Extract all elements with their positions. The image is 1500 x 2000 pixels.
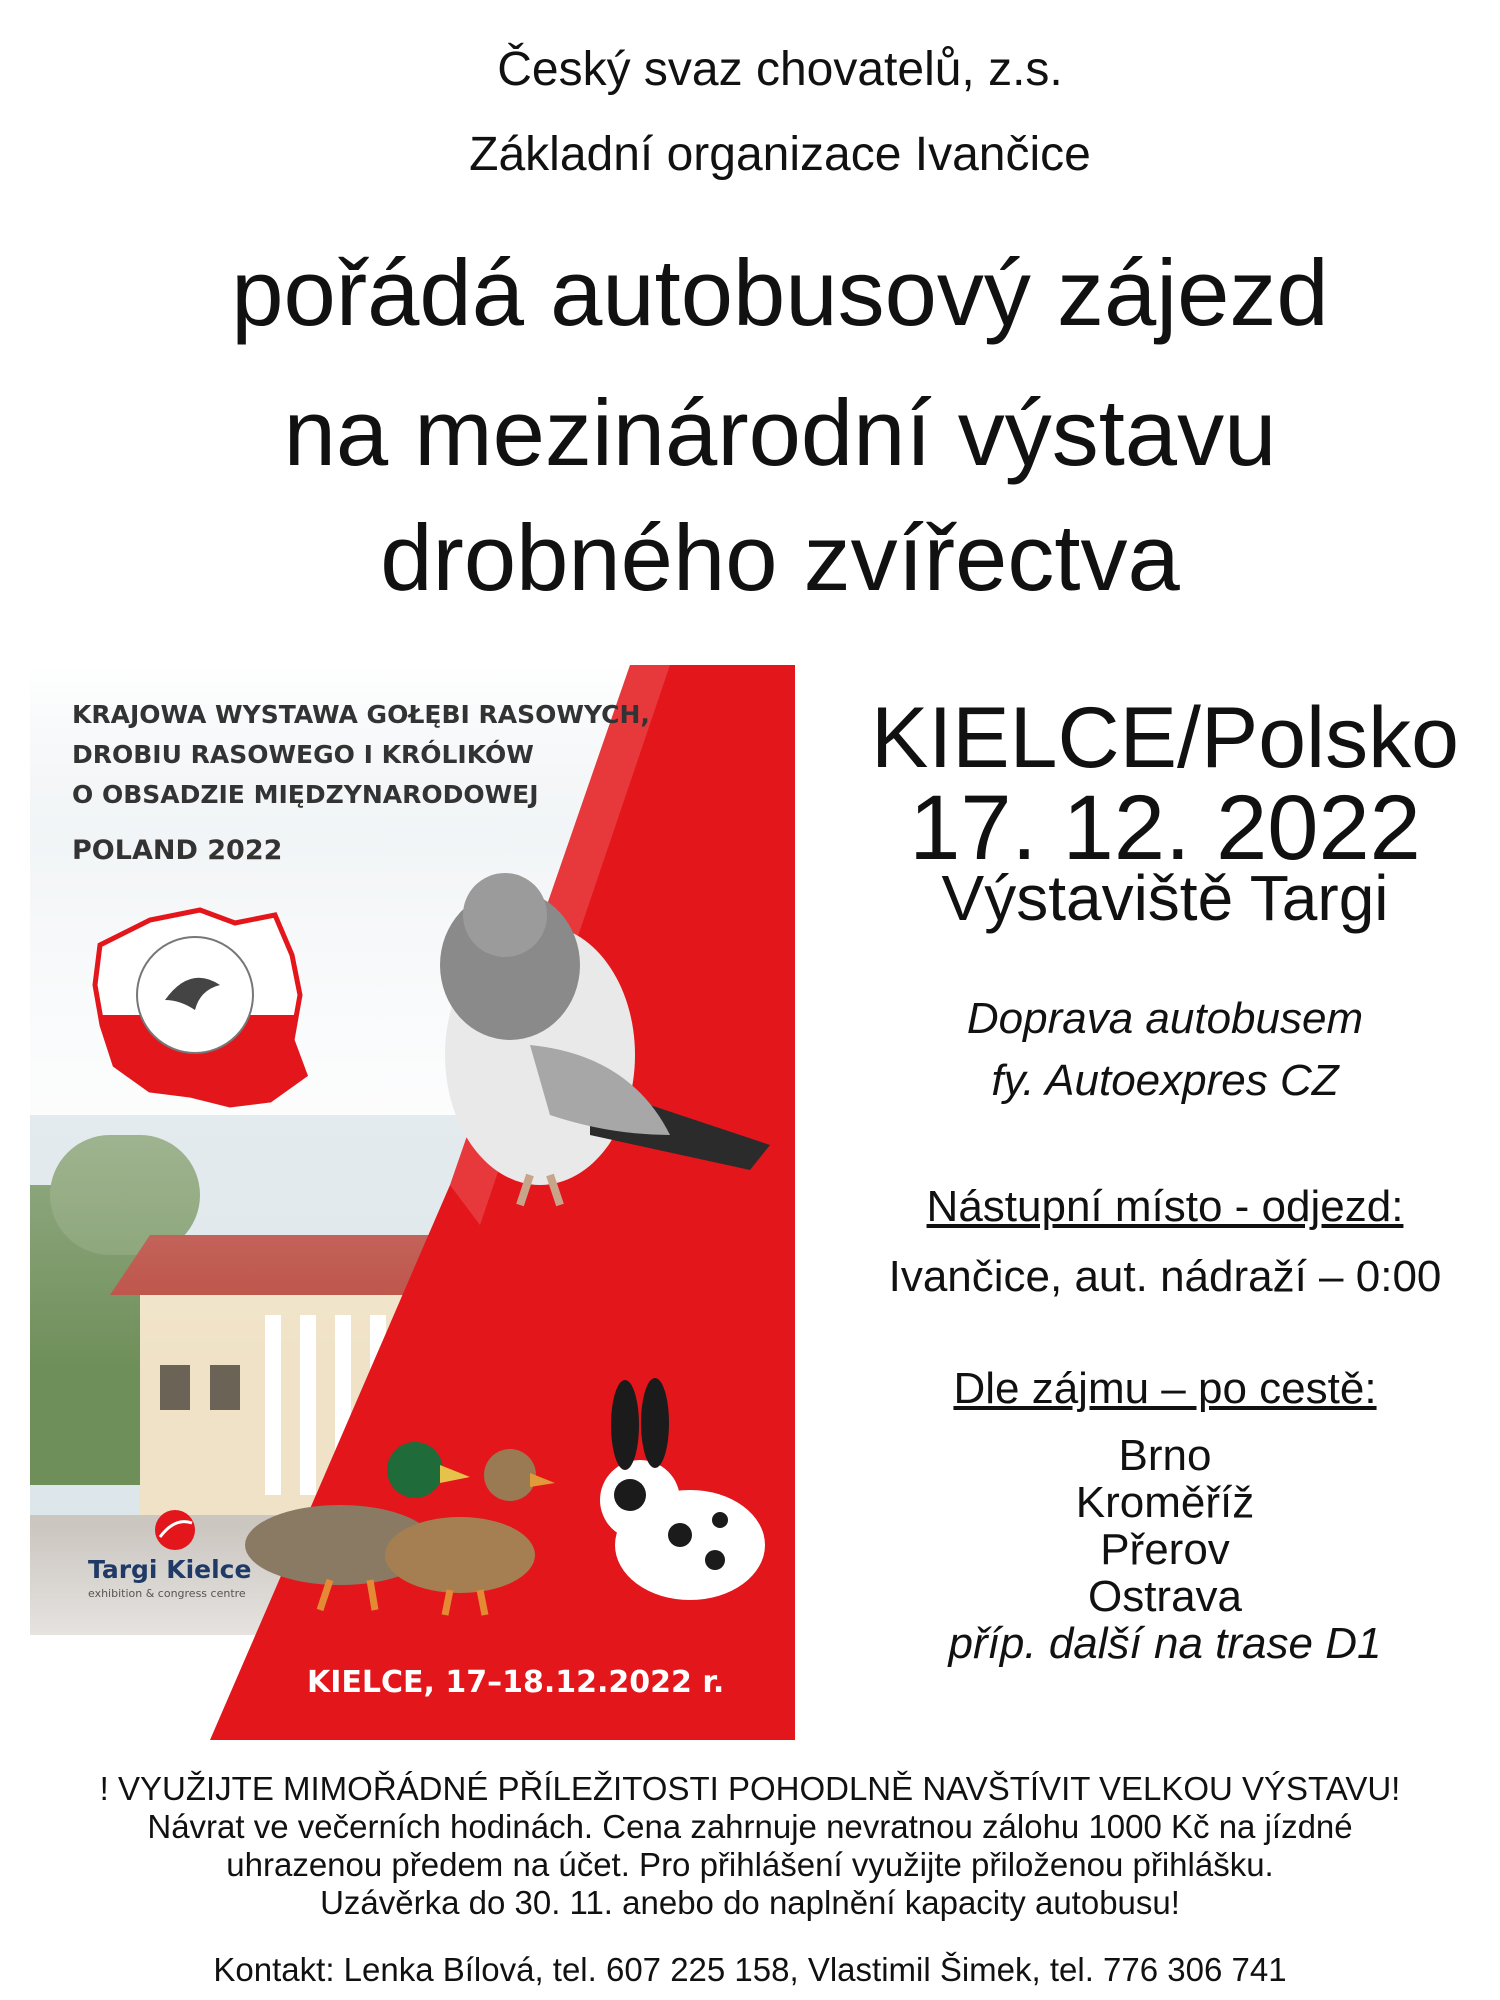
- notice-line: uhrazenou předem na účet. Pro přihlášení využijte přiloženou přihlášku.: [226, 1846, 1274, 1883]
- exhibition-poster: [30, 665, 795, 1740]
- stops-heading: Dle zájmu – po cestě:: [953, 1364, 1377, 1413]
- stops-note: příp. další na trase D1: [948, 1619, 1382, 1668]
- stop-item: Brno: [1118, 1431, 1212, 1480]
- poland-map-logo: [95, 910, 305, 1105]
- departure-heading: Nástupní místo - odjezd:: [926, 1182, 1404, 1231]
- targi-kielce-logo: [155, 1510, 195, 1550]
- poster-title-line-2: DROBIU RASOWEGO I KRÓLIKÓW: [72, 740, 534, 769]
- contact-info: Kontakt: Lenka Bílová, tel. 607 225 158, Vlastimil Šimek, tel. 776 306 741: [213, 1951, 1287, 1988]
- poster-year: POLAND 2022: [72, 835, 283, 866]
- event-city: KIELCE/Polsko: [871, 690, 1459, 786]
- notice-line: Návrat ve večerních hodinách. Cena zahrnuje nevratnou zálohu 1000 Kč na jízdné: [147, 1808, 1353, 1845]
- stop-item: Kroměříž: [1075, 1478, 1255, 1527]
- targi-kielce-subtitle: exhibition & congress centre: [88, 1587, 246, 1600]
- event-date: 17. 12. 2022: [909, 777, 1421, 879]
- headline-line-3: drobného zvířectva: [380, 505, 1180, 610]
- transport-line-1: Doprava autobusem: [966, 994, 1364, 1043]
- notice-line: Uzávěrka do 30. 11. anebo do naplnění kapacity autobusu!: [320, 1884, 1180, 1921]
- event-venue: Výstaviště Targi: [941, 862, 1389, 934]
- transport-line-2: fy. Autoexpres CZ: [991, 1056, 1339, 1105]
- stop-item: Ostrava: [1087, 1572, 1243, 1621]
- org-branch: Základní organizace Ivančice: [469, 128, 1091, 181]
- departure-place: Ivančice, aut. nádraží – 0:00: [888, 1252, 1442, 1301]
- notice-headline: ! VYUŽIJTE MIMOŘÁDNÉ PŘÍLEŽITOSTI POHODLNĚ NAVŠTÍVIT VELKOU VÝSTAVU!: [99, 1770, 1401, 1807]
- poster-title-line-3: O OBSADZIE MIĘDZYNARODOWEJ: [72, 780, 539, 809]
- headline-line-2: na mezinárodní výstavu: [283, 380, 1277, 485]
- poster-date: KIELCE, 17–18.12.2022 r.: [307, 1665, 725, 1700]
- org-name: Český svaz chovatelů, z.s.: [497, 43, 1063, 96]
- poster-title: [72, 695, 792, 815]
- stop-item: Přerov: [1100, 1525, 1230, 1574]
- poster-title-line-1: KRAJOWA WYSTAWA GOŁĘBI RASOWYCH,: [72, 700, 650, 729]
- targi-kielce-name: Targi Kielce: [88, 1555, 252, 1584]
- headline-line-1: pořádá autobusový zájezd: [231, 240, 1329, 345]
